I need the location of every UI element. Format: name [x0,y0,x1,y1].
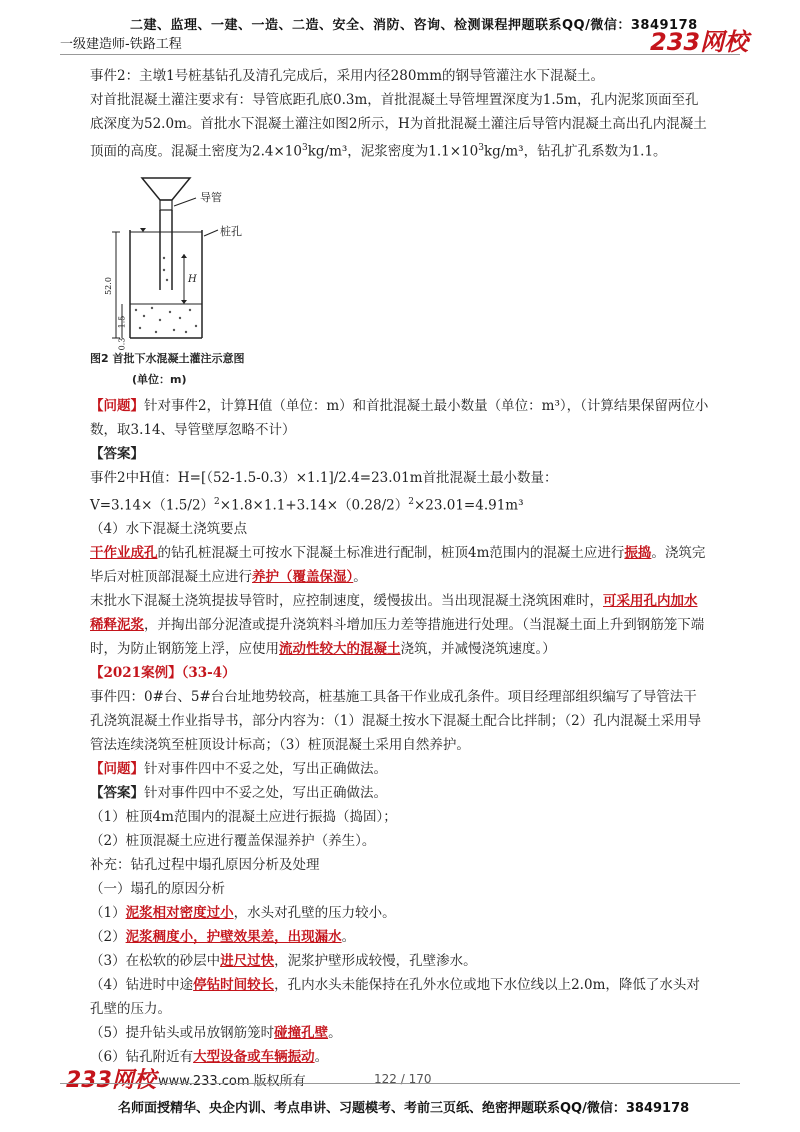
paragraph: 事件2：主墩1号桩基钻孔及清孔完成后，采用内径280mm的钢导管灌注水下混凝土。 [90,68,605,84]
answer-line: （2）桩顶混凝土应进行覆盖保湿养护（养生）。 [90,833,376,849]
answer-line: $V=3.14\times(1.5/2)^2\times 1.8\times 1.1+3.14\times(0.28/2)^2\times 23.01=4.91m^3$ [90,496,524,513]
paragraph: 对首批混凝土灌注要求有：导管底距孔底0.3m，首批混凝土导管埋置深度为1.5m，孔内泥浆顶面至孔底深度为52.0m。首批水下混凝土灌注如图2所示，H为首批混凝土灌注后导管内混凝土高出孔内混凝土顶面的高度。混凝土密度为$2.4\times 10^3kg/m^3$，泥浆密度为$1.1\times 10^3kg/m^3$，钻孔扩孔系数为1.1。 [90,92,707,160]
pouring-diagram [90,164,390,394]
answer-line: （1）桩顶4m范围内的混凝土应进行振捣（捣固）； [90,809,397,825]
question: 【问题】针对事件四中不妥之处，写出正确做法。 [90,761,387,777]
document-body [90,64,710,1069]
case-tag: 【2021案例】（33-4） [90,665,236,681]
label-1-5: 1.5 [117,315,127,328]
paragraph: 干作业成孔的钻孔桩混凝土可按水下混凝土标准进行配制，桩顶4m范围内的混凝土应进行振捣。浇筑完毕后对桩顶部混凝土应进行养护（覆盖保湿）。 [90,545,706,585]
footer-logo: 233网校 [66,1068,156,1093]
paragraph: 末批水下混凝土浇筑提拔导管时，应控制速度，缓慢拔出。当出现混凝土浇筑困难时，可采用孔内加水稀释泥浆，并掏出部分泥渣或提升浇筑料斗增加压力差等措施进行处理。（当混凝土面上升到钢筋笼下端时，为防止钢筋笼上浮，应使用流动性较大的混凝土浇筑，并减慢浇筑速度。） [90,593,705,657]
list-item: （2）泥浆稠度小，护壁效果差，出现漏水。 [90,929,356,945]
label-H: H [188,273,197,285]
label-0-3: 0.3 [117,337,127,350]
figure-caption: 图2 首批下水混凝土灌注示意图 [90,351,245,365]
list-item: （3）在松软的砂层中进尺过快，泥浆护壁形成较慢，孔壁渗水。 [90,953,477,969]
brand-logo: 233网校 [650,28,749,56]
footer-divider [60,1083,740,1084]
answer-tag: 【答案】 [90,445,144,462]
answer-line: 事件2中H值：H=[（52-1.5-0.3）×1.1]/2.4=23.01m首批混凝土最小数量： [90,469,558,486]
header-promo-line: 二建、监理、一建、一造、二造、安全、消防、咨询、检测课程押题联系QQ/微信：3849178 [130,18,698,33]
supplement-sub: （一）塌孔的原因分析 [90,881,225,897]
header-divider [60,54,740,55]
label-52: 52.0 [103,276,113,295]
section-title: （4）水下混凝土浇筑要点 [90,521,248,537]
list-item: （5）提升钻头或吊放钢筋笼时碰撞孔壁。 [90,1025,342,1041]
footer-promo: 名师面授精华、央企内训、考点串讲、习题模考、考前三页纸、绝密押题联系QQ/微信：3849178 [118,1101,690,1116]
supplement-title: 补充：钻孔过程中塌孔原因分析及处理 [90,857,320,873]
list-item: （6）钻孔附近有大型设备或车辆振动。 [90,1049,329,1065]
header-subtitle: 一级建造师-铁路工程 [60,37,182,52]
list-item: （1）泥浆相对密度过小，水头对孔壁的压力较小。 [90,905,396,921]
list-item: （4）钻进时中途停钻时间较长，孔内水头未能保持在孔外水位或地下水位线以上2.0m，降低了水头对孔壁的压力。 [90,977,700,1017]
figure-unit: (单位：m) [132,372,187,386]
answer: 【答案】针对事件四中不妥之处，写出正确做法。 [90,785,387,801]
paragraph: 事件四：0#台、5#台台址地势较高，桩基施工具备干作业成孔条件。项目经理部组织编写了导管法干孔浇筑混凝土作业指导书，部分内容为：（1）混凝土按水下混凝土配合比拌制；（2）孔内混凝土采用导管法连续浇筑至桩顶设计标高；（3）桩顶混凝土采用自然养护。 [90,689,702,753]
diagram-drawing [100,170,260,360]
label-pile: 桩孔 [220,224,242,238]
question: 【问题】针对事件2，计算H值（单位：m）和首批混凝土最小数量（单位：m³），（计算结果保留两位小数，取3.14、导管壁厚忽略不计） [90,397,709,438]
label-pipe: 导管 [200,190,222,204]
page-number: 122 / 170 [374,1072,432,1086]
footer-site[interactable]: www.233.com 版权所有 [158,1074,306,1089]
